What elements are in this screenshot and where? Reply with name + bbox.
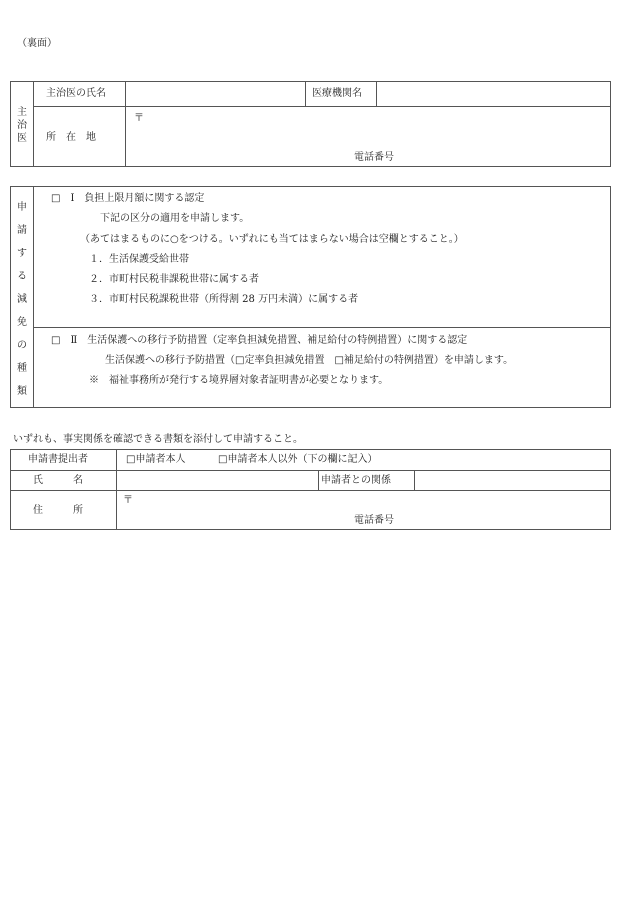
reduction-type-label xyxy=(16,196,28,403)
attachment-instruction: いずれも、事実関係を確認できる書類を添付して申請すること。 xyxy=(13,434,303,445)
relation-field[interactable] xyxy=(416,471,610,489)
vertical-char: 医 xyxy=(17,133,27,144)
page-side-label: （裏面） xyxy=(17,38,57,49)
vertical-char: 申 xyxy=(17,202,27,213)
option-3[interactable]: ３．市町村民税課税世帯（所得割 28 万円未満）に属する者 xyxy=(89,294,359,305)
item2-note: ※ 福祉事務所が発行する境界層対象者証明書が必要となります。 xyxy=(89,375,389,386)
vertical-char: 主 xyxy=(17,107,27,118)
doctor-location-label: 所 在 地 xyxy=(46,132,96,143)
option-self[interactable]: □申請者本人 xyxy=(126,454,186,465)
institution-label: 医療機関名 xyxy=(312,88,362,99)
vertical-char: 減 xyxy=(17,294,27,305)
doctor-name-label: 主治医の氏名 xyxy=(46,88,106,99)
vertical-char: 類 xyxy=(17,386,27,397)
name-field[interactable] xyxy=(118,471,317,489)
item1-line2: （あてはまるものに○をつける。いずれにも当てはまらない場合は空欄とすること。） xyxy=(80,234,464,245)
postal-mark: 〒 xyxy=(134,113,144,124)
option-other[interactable]: □申請者本人以外（下の欄に記入） xyxy=(218,454,378,465)
address-label: 住 所 xyxy=(33,505,83,516)
option-2[interactable]: ２．市町村民税非課税世帯に属する者 xyxy=(89,274,259,285)
option-1[interactable]: １．生活保護受給世帯 xyxy=(89,254,189,265)
doctor-section-label xyxy=(16,106,28,145)
institution-field[interactable] xyxy=(378,82,610,105)
doctor-phone-label: 電話番号 xyxy=(354,152,394,163)
vertical-char: る xyxy=(17,271,27,282)
vertical-char: す xyxy=(17,248,27,259)
vertical-char: の xyxy=(17,340,27,351)
postal-mark-submitter: 〒 xyxy=(123,495,133,506)
vertical-char: 請 xyxy=(17,225,27,236)
vertical-char: 治 xyxy=(17,120,27,131)
item2-line1: 生活保護への移行予防措置（□定率負担減免措置 □補足給付の特例措置）を申請します。 xyxy=(105,355,514,366)
relation-label: 申請者との関係 xyxy=(321,475,391,486)
vertical-char: 免 xyxy=(17,317,27,328)
submitter-phone-label: 電話番号 xyxy=(354,515,394,526)
item1-line1: 下記の区分の適用を申請します。 xyxy=(100,213,250,224)
name-label: 氏 名 xyxy=(33,475,83,486)
doctor-name-field[interactable] xyxy=(127,82,304,105)
item1-title[interactable]: □ Ⅰ 負担上限月額に関する認定 xyxy=(51,193,205,204)
submitter-label: 申請書提出者 xyxy=(28,454,88,465)
vertical-char: 種 xyxy=(17,363,27,374)
item2-title[interactable]: □ Ⅱ 生活保護への移行予防措置（定率負担減免措置、補足給付の特例措置）に関する認定 xyxy=(51,335,468,346)
